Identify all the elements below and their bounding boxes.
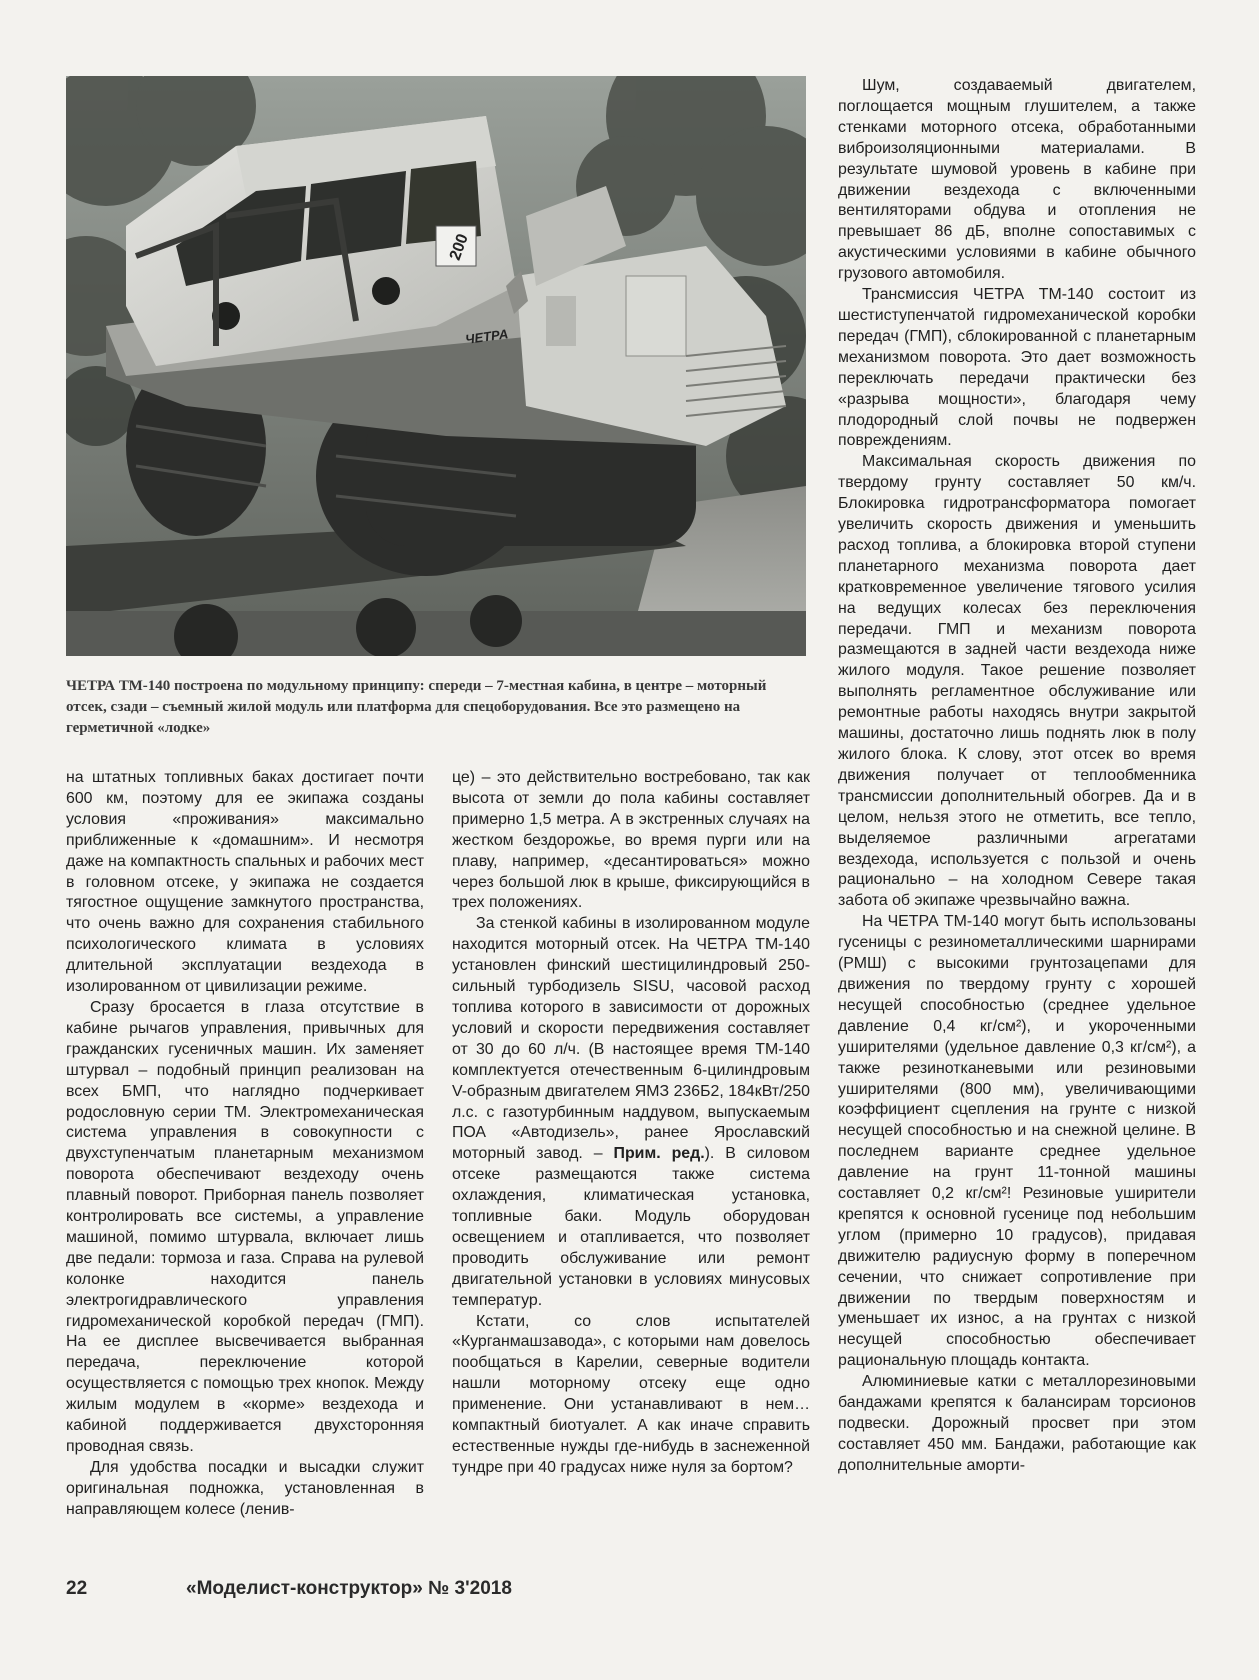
right-column [838, 76, 1196, 1477]
paragraph: на штатных топливных баках достигает почти 600 км, поэтому для ее экипажа созданы условия «проживания» максимально приближенные к «домашним». И несмотря даже на компактность спальных и рабочих мест в головном отсеке, у экипажа не создается тягостное ощущение замкнутого пространства, что очень важно для сохранения стабильного психологического климата в условиях длительной эксплуатации вездехода в изолированном от цивилизации режиме. [66, 769, 424, 996]
paragraph: це) – это действительно востребовано, так как высота от земли до пола кабины составляет примерно 1,5 метра. А в экстренных случаях на жестком бездорожье, во время пурги или на плаву, например, «десантироваться» можно через большой люк в крыше, фиксирующийся в трех положениях. [452, 769, 810, 912]
paragraph: Максимальная скорость движения по твердому грунту составляет 50 км/ч. Блокировка гидротрансформатора помогает увеличить скорость движения и уменьшить расход топлива, а блокировка второй ступени планетарного механизма поворота дает кратковременное увеличение тягового усилия на ведущих колесах без переключения передачи. ГМП и механизм поворота размещаются в задней части вездехода ниже жилого модуля. Такое решение позволяет выполнять регламентное обслуживание или ремонтные работы находясь внутри закрытой машины, достаточно лишь поднять люк в полу жилого блока. К слову, этот отсек во время движения получает от теплообменника трансмиссии дополнительный обогрев. Да и в целом, нельзя этого не отметить, все тепло, выделяемое различными агрегатами вездехода, используется с пользой и очень рационально – на холодном Севере такая забота об экипаже чрезвычайно важна. [838, 453, 1196, 910]
paragraph: Шум, создаваемый двигателем, поглощается мощным глушителем, а также стенками моторного отсека, обработанными виброизоляционными материалами. В результате шумовой уровень в кабине при движении вездехода с включенными вентиляторами обдува и отопления не превышает 86 дБ, вполне сопоставимых с акустическими условиями в кабине обычного грузового автомобиля. [838, 77, 1196, 283]
paragraph: Алюминиевые катки с металлорезиновыми бандажами крепятся к балансирам торсионов подвески. Дорожный просвет при этом составляет 450 мм. Бандажи, работающие как дополнительные аморти- [838, 1373, 1196, 1474]
paragraph-text: За стенкой кабины в изолированном модуле находится моторный отсек. На ЧЕТРА ТМ-140 установлен финский шестицилиндровый 250-сильный турбодизель SISU, часовой расход топлива которого в зависимости от дорожных условий и скорости передвижения составляет от 30 до 60 л/ч. (В настоящее время ТМ-140 комплектуется отечественным 6-цилиндровым V-образным двигателем ЯМЗ 236Б2, 184кВт/250 л.с. с газотурбинным наддувом, выпускаемым ПОА «Автодизель», ранее Ярославский моторный завод. – [452, 915, 810, 1163]
middle-column [452, 768, 810, 1479]
paragraph: Для удобства посадки и высадки служит оригинальная подножка, установленная в направляющем колесе (ленив- [66, 1458, 424, 1518]
paragraph-text: ). В силовом отсеке размещаются также система охлаждения, климатическая установка, топливные баки. Модуль оборудован освещением и отапливается, что позволяет проводить обслуживание или ремонт двигательной установки в условиях минусовых температур. [452, 1145, 810, 1309]
plate-number-badge [436, 226, 476, 266]
paragraph: Кстати, со слов испытателей «Курганмашзавода», с которыми нам довелось пообщаться в Карелии, северные водители нашли моторному отсеку еще одно применение. Они устанавливают в нем… компактный биотуалет. А как иначе справить естественные нужды где-нибудь в заснеженной тундре при 40 градусах ниже нуля за бортом? [452, 1312, 810, 1476]
editor-note: Прим. ред. [613, 1145, 705, 1163]
left-column [66, 768, 424, 1521]
page-number: 22 [66, 1578, 88, 1599]
plate-number: 200 [446, 231, 472, 263]
magazine-issue: «Моделист-конструктор» № 3'2018 [186, 1578, 512, 1599]
brand-mark: ЧЕТРА [464, 326, 510, 347]
paragraph: Сразу бросается в глаза отсутствие в кабине рычагов управления, привычных для гражданских гусеничных машин. Их заменяет штурвал – подобный принцип реализован на всех БМП, что наглядно подчеркивает родословную серии ТМ. Электромеханическая система управления в совокупности с двухступенчатым планетарным механизмом поворота обеспечивают вездеходу очень плавный поворот. Приборная панель позволяет контролировать все системы, а управление машиной, помимо штурвала, включает лишь две педали: тормоза и газа. Справа на рулевой колонке находится панель электрогидравлического управления гидромеханической коробкой передач (ГМП). На ее дисплее высвечивается выбранная передача, переключение которой осуществляется с помощью трех кнопок. Между жилым модулем в «корме» вездехода и кабиной поддерживается двухсторонняя проводная связь. [66, 998, 424, 1455]
paragraph: На ЧЕТРА ТМ-140 могут быть использованы гусеницы с резинометаллическими шарнирами (РМШ) с высокими грунтозацепами для движения по твердому грунту с хорошей несущей способностью (среднее удельное давление 0,4 кг/см²), и укороченными уширителями (удельное давление 0,3 кг/см²), а также резинотканевыми или резиновыми уширителями (800 мм), увеличивающими коэффициент сцепления на грунте с низкой несущей способностью и на снежной целине. В последнем варианте среднее удельное давление на грунт 11-тонной машины составляет 0,2 кг/см²! Резиновые уширители крепятся к основной гусенице под небольшим углом (примерно 10 градусов), придавая движителю радиусную форму в поперечном сечении, что снижает сопротивление при движении по твердым поверхностям и уменьшает их износ, а на грунтах с низкой несущей способностью обеспечивает рациональную площадь контакта. [838, 913, 1196, 1370]
vehicle-photo [66, 76, 806, 656]
photo-caption: ЧЕТРА ТМ-140 построена по модульному принципу: спереди – 7-местная кабина, в центре – моторный отсек, сзади – съемный жилой модуль или платформа для спецоборудования. Все это размещено на герметичной «лодке» [66, 678, 767, 736]
paragraph: Трансмиссия ЧЕТРА ТМ-140 состоит из шестиступенчатой гидромеханической коробки передач (ГМП), сблокированной с планетарным механизмом поворота. Это дает возможность переключать передачи практически без «разрыва мощности», благодаря чему плодородный слой почвы не подвержен повреждениям. [838, 286, 1196, 450]
paragraph [452, 914, 810, 1311]
tracked-vehicle-image [66, 76, 806, 656]
